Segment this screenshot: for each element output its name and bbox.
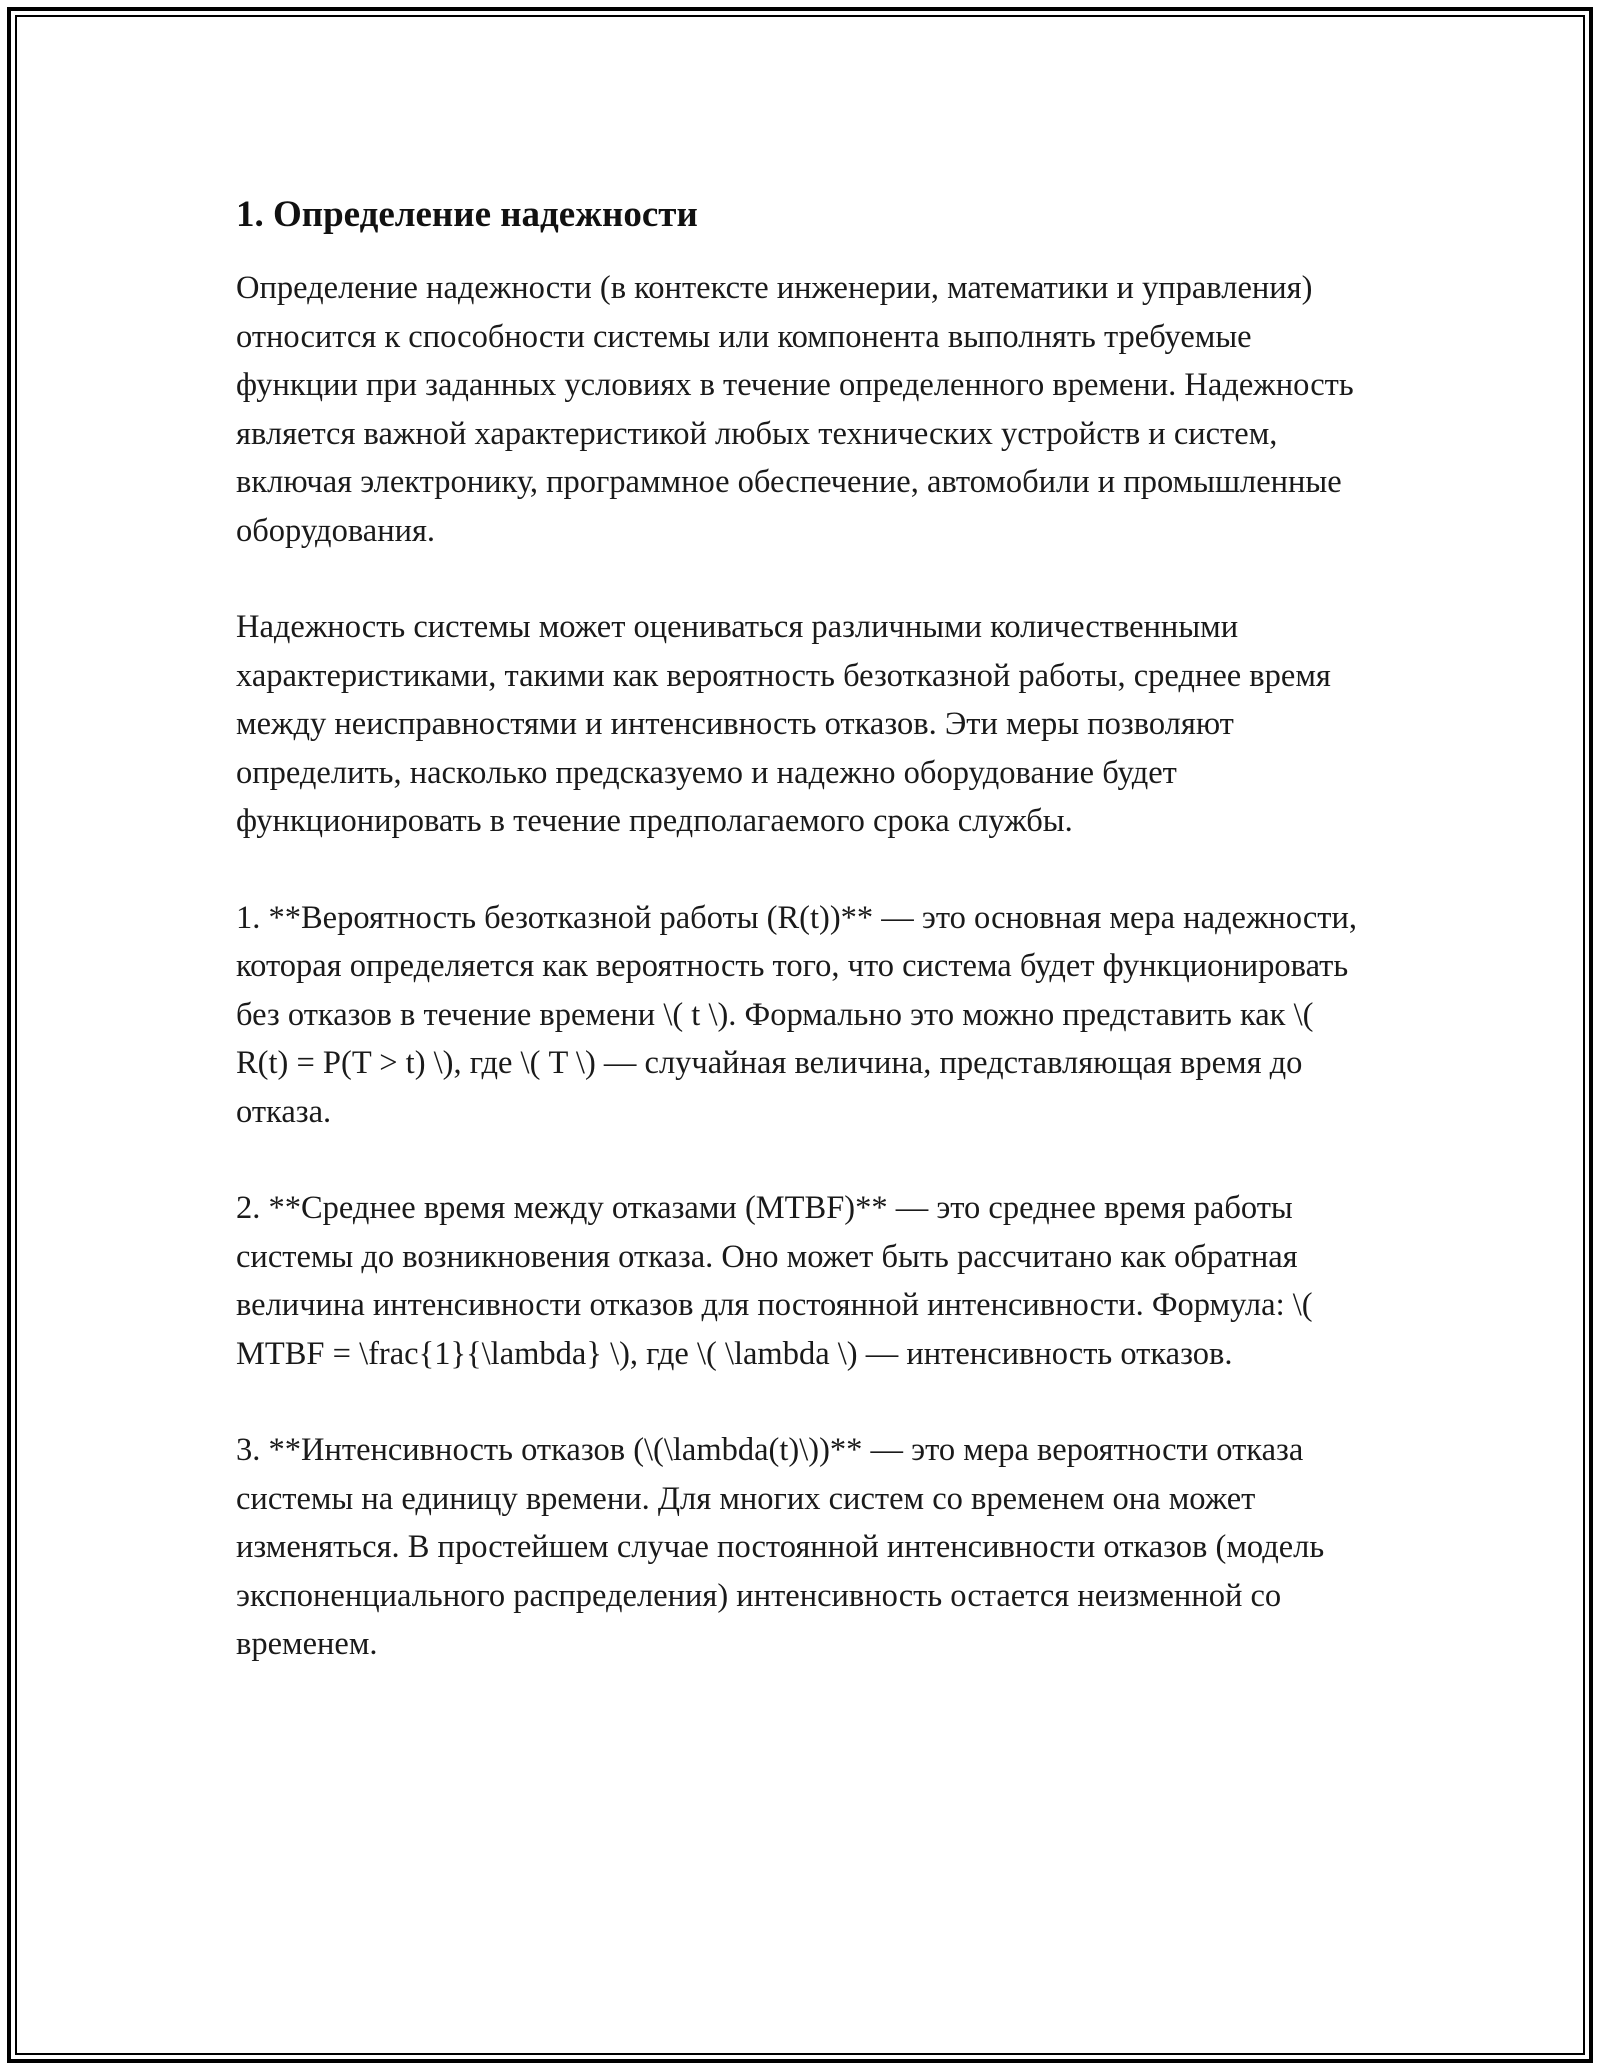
paragraph-mtbf: 2. **Среднее время между отказами (MTBF)** — это среднее время работы системы до возникновения отказа. Оно может быть рассчитано как обратная величина интенсивности отказов для постоянной интенсивности. Формула: \( MTBF = \frac{1}{\lambda} \), где \( \lambda \) — интенсивность отказов. [236,1190,1313,1372]
paragraph-definition: Определение надежности (в контексте инженерии, математики и управления) относится к способности системы или компонента выполнять требуемые функции при заданных условиях в течение определенного времени. Надежность является важной характеристикой любых технических устройств и систем, включая электронику, программное обеспечение, автомобили и промышленные оборудования. [236,270,1354,549]
section-title: 1. Определение надежности [236,194,698,235]
paragraph-metrics: Надежность системы может оцениваться различными количественными характеристиками, такими как вероятность безотказной работы, среднее время между неисправностями и интенсивность отказов. Эти меры позволяют определить, насколько предсказуемо и надежно оборудование будет функционировать в течение предполагаемого срока службы. [236,609,1331,839]
document-body [236,186,1366,1717]
paragraph-failure-rate: 3. **Интенсивность отказов (\(\lambda(t)\))** — это мера вероятности отказа системы на единицу времени. Для многих систем со временем она может изменяться. В простейшем случае постоянной интенсивности отказов (модель экспоненциального распределения) интенсивность остается неизменной со временем. [236,1432,1325,1662]
paragraph-reliability-probability: 1. **Вероятность безотказной работы (R(t))** — это основная мера надежности, которая определяется как вероятность того, что система будет функционировать без отказов в течение времени \( t \). Формально это можно представить как \( R(t) = P(T > t) \), где \( T \) — случайная величина, представляющая время до отказа. [236,899,1358,1130]
